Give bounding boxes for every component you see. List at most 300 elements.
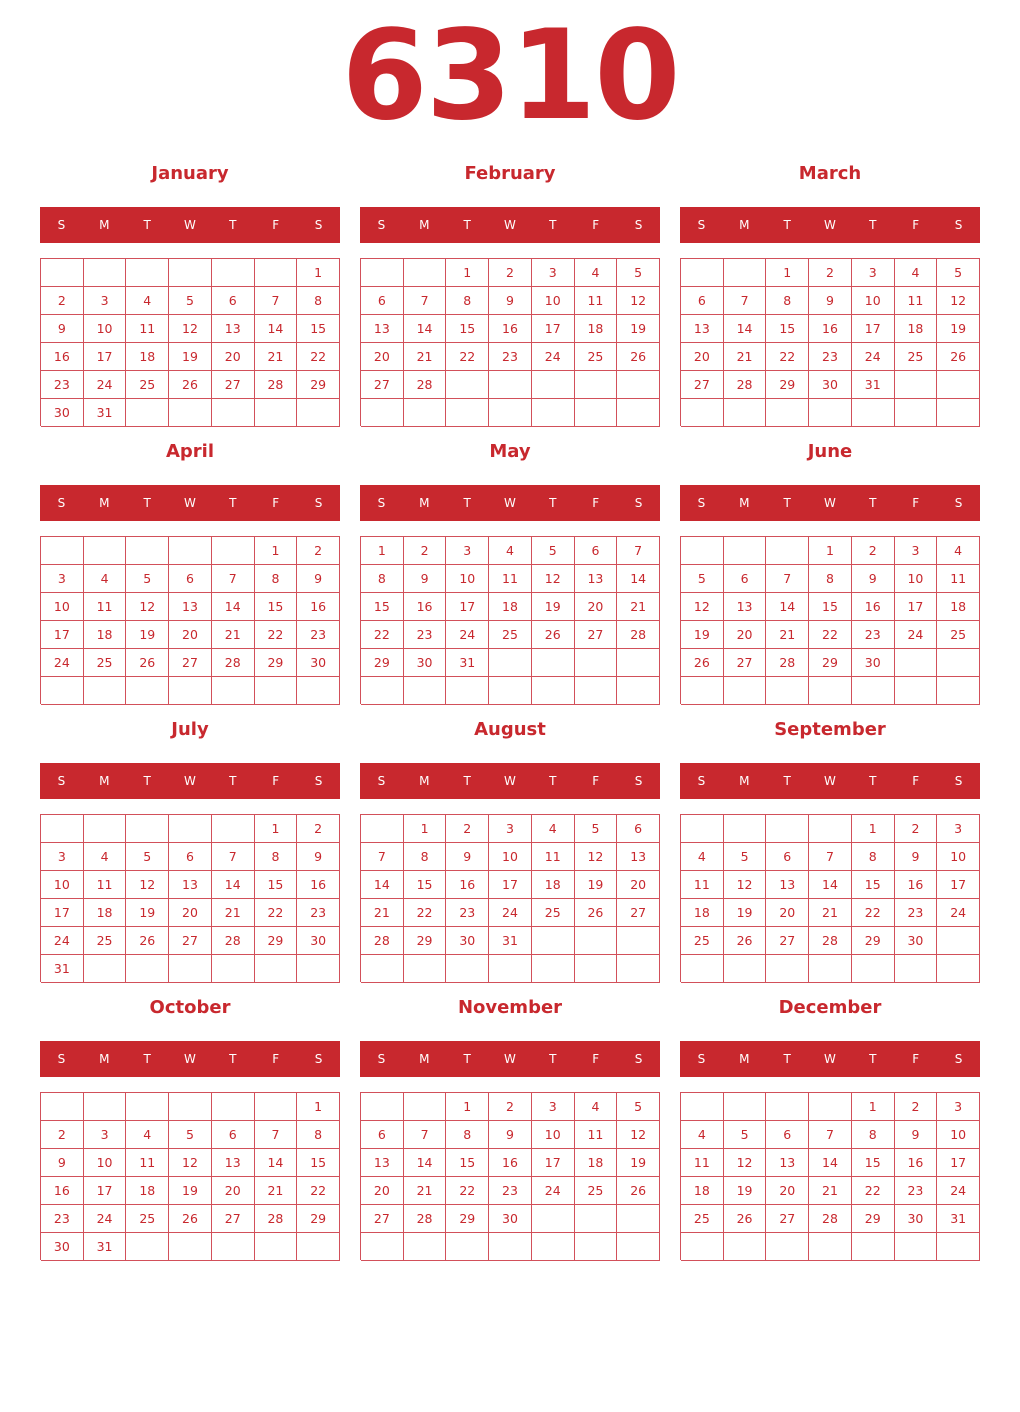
empty-day-cell — [532, 1233, 575, 1261]
empty-day-cell — [681, 259, 724, 287]
day-cell: 24 — [937, 1177, 980, 1205]
day-cell: 16 — [809, 315, 852, 343]
weekday-label: S — [314, 218, 323, 232]
empty-day-cell — [724, 815, 767, 843]
day-cell: 16 — [489, 315, 532, 343]
empty-day-cell — [766, 677, 809, 705]
weekday-label: S — [954, 218, 963, 232]
empty-day-cell — [724, 399, 767, 427]
empty-day-cell — [532, 649, 575, 677]
day-cell: 13 — [212, 1149, 255, 1177]
empty-day-cell — [575, 649, 618, 677]
day-grid — [680, 258, 980, 426]
empty-day-cell — [809, 677, 852, 705]
weekday-label: F — [592, 774, 600, 788]
weekday-label: T — [869, 774, 877, 788]
day-cell: 30 — [297, 649, 340, 677]
empty-day-cell — [126, 399, 169, 427]
weekday-label: F — [272, 496, 280, 510]
day-cell: 22 — [852, 899, 895, 927]
day-cell: 23 — [852, 621, 895, 649]
weekday-header — [360, 763, 660, 799]
weekday-label: W — [184, 496, 196, 510]
day-cell: 18 — [681, 1177, 724, 1205]
weekday-label: S — [634, 774, 643, 788]
day-cell: 4 — [84, 565, 127, 593]
empty-day-cell — [169, 677, 212, 705]
day-cell: 25 — [937, 621, 980, 649]
day-cell: 25 — [575, 1177, 618, 1205]
day-cell: 14 — [724, 315, 767, 343]
empty-day-cell — [766, 1233, 809, 1261]
weekday-label: F — [592, 496, 600, 510]
day-cell: 9 — [852, 565, 895, 593]
day-cell: 5 — [169, 1121, 212, 1149]
day-cell: 11 — [489, 565, 532, 593]
day-cell: 12 — [126, 593, 169, 621]
day-cell: 3 — [895, 537, 938, 565]
day-cell: 14 — [617, 565, 660, 593]
day-cell: 20 — [575, 593, 618, 621]
day-cell: 17 — [41, 621, 84, 649]
day-cell: 6 — [169, 843, 212, 871]
year-title: 6310 — [341, 4, 679, 148]
empty-day-cell — [724, 677, 767, 705]
empty-day-cell — [937, 399, 980, 427]
day-cell: 23 — [489, 343, 532, 371]
day-cell: 4 — [681, 843, 724, 871]
weekday-label: M — [739, 218, 750, 232]
weekday-label: F — [592, 1052, 600, 1066]
day-cell: 27 — [766, 927, 809, 955]
empty-day-cell — [809, 815, 852, 843]
weekday-label: S — [697, 496, 706, 510]
day-cell: 23 — [895, 1177, 938, 1205]
empty-day-cell — [724, 955, 767, 983]
empty-day-cell — [126, 259, 169, 287]
weekday-label: M — [99, 1052, 110, 1066]
day-cell: 10 — [41, 593, 84, 621]
day-cell: 5 — [617, 1093, 660, 1121]
day-cell: 6 — [681, 287, 724, 315]
weekday-label: T — [143, 218, 151, 232]
day-cell: 3 — [532, 259, 575, 287]
day-cell: 27 — [212, 371, 255, 399]
day-cell: 18 — [575, 1149, 618, 1177]
day-cell: 30 — [489, 1205, 532, 1233]
weekday-label: W — [824, 218, 836, 232]
day-cell: 18 — [575, 315, 618, 343]
day-cell: 21 — [361, 899, 404, 927]
day-cell: 9 — [297, 843, 340, 871]
day-cell: 4 — [575, 259, 618, 287]
day-cell: 16 — [489, 1149, 532, 1177]
day-cell: 11 — [126, 1149, 169, 1177]
weekday-header — [680, 763, 980, 799]
day-cell: 12 — [126, 871, 169, 899]
day-cell: 18 — [895, 315, 938, 343]
empty-day-cell — [404, 399, 447, 427]
day-cell: 2 — [446, 815, 489, 843]
day-cell: 20 — [724, 621, 767, 649]
day-cell: 28 — [212, 927, 255, 955]
day-cell: 19 — [575, 871, 618, 899]
day-cell: 21 — [809, 899, 852, 927]
month-name: August — [474, 719, 546, 740]
day-cell: 2 — [489, 1093, 532, 1121]
day-cell: 1 — [852, 815, 895, 843]
day-cell: 9 — [41, 1149, 84, 1177]
day-cell: 10 — [446, 565, 489, 593]
day-cell: 1 — [446, 1093, 489, 1121]
day-cell: 7 — [212, 565, 255, 593]
day-cell: 22 — [766, 343, 809, 371]
month-name: May — [489, 441, 531, 462]
day-grid — [40, 814, 340, 982]
day-cell: 7 — [809, 1121, 852, 1149]
day-cell: 10 — [895, 565, 938, 593]
empty-day-cell — [446, 399, 489, 427]
day-cell: 7 — [212, 843, 255, 871]
empty-day-cell — [212, 537, 255, 565]
day-cell: 28 — [617, 621, 660, 649]
empty-day-cell — [852, 1233, 895, 1261]
empty-day-cell — [681, 1233, 724, 1261]
day-cell: 14 — [212, 593, 255, 621]
day-cell: 26 — [126, 649, 169, 677]
day-cell: 3 — [532, 1093, 575, 1121]
day-cell: 4 — [532, 815, 575, 843]
day-cell: 14 — [809, 1149, 852, 1177]
weekday-label: T — [549, 774, 557, 788]
day-cell: 22 — [446, 1177, 489, 1205]
empty-day-cell — [617, 677, 660, 705]
day-cell: 2 — [297, 815, 340, 843]
day-cell: 1 — [766, 259, 809, 287]
empty-day-cell — [532, 677, 575, 705]
day-cell: 8 — [852, 843, 895, 871]
weekday-label: S — [954, 774, 963, 788]
day-cell: 19 — [724, 1177, 767, 1205]
empty-day-cell — [361, 677, 404, 705]
day-cell: 26 — [617, 343, 660, 371]
day-cell: 15 — [809, 593, 852, 621]
empty-day-cell — [617, 649, 660, 677]
day-cell: 11 — [84, 871, 127, 899]
day-cell: 2 — [852, 537, 895, 565]
day-cell: 17 — [446, 593, 489, 621]
empty-day-cell — [681, 955, 724, 983]
day-cell: 20 — [766, 899, 809, 927]
empty-day-cell — [169, 259, 212, 287]
day-cell: 13 — [766, 1149, 809, 1177]
weekday-label: T — [143, 774, 151, 788]
empty-day-cell — [724, 537, 767, 565]
day-cell: 24 — [937, 899, 980, 927]
weekday-label: S — [314, 496, 323, 510]
day-cell: 25 — [84, 649, 127, 677]
day-cell: 2 — [41, 1121, 84, 1149]
day-cell: 13 — [575, 565, 618, 593]
empty-day-cell — [361, 955, 404, 983]
day-cell: 17 — [937, 871, 980, 899]
empty-day-cell — [255, 259, 298, 287]
day-cell: 26 — [724, 1205, 767, 1233]
day-cell: 24 — [895, 621, 938, 649]
empty-day-cell — [681, 537, 724, 565]
day-cell: 2 — [809, 259, 852, 287]
empty-day-cell — [361, 815, 404, 843]
day-cell: 7 — [809, 843, 852, 871]
day-cell: 12 — [169, 315, 212, 343]
day-cell: 5 — [532, 537, 575, 565]
day-cell: 12 — [937, 287, 980, 315]
day-cell: 10 — [532, 1121, 575, 1149]
day-cell: 22 — [446, 343, 489, 371]
day-cell: 18 — [489, 593, 532, 621]
day-cell: 28 — [809, 927, 852, 955]
empty-day-cell — [575, 1205, 618, 1233]
empty-day-cell — [895, 371, 938, 399]
day-grid — [680, 536, 980, 704]
day-cell: 11 — [937, 565, 980, 593]
weekday-label: T — [783, 774, 791, 788]
day-cell: 16 — [895, 1149, 938, 1177]
empty-day-cell — [41, 1093, 84, 1121]
weekday-label: W — [184, 1052, 196, 1066]
empty-day-cell — [617, 955, 660, 983]
day-grid — [360, 258, 660, 426]
empty-day-cell — [404, 1233, 447, 1261]
day-cell: 15 — [361, 593, 404, 621]
day-cell: 29 — [809, 649, 852, 677]
day-cell: 17 — [532, 315, 575, 343]
day-cell: 11 — [681, 1149, 724, 1177]
day-cell: 21 — [255, 1177, 298, 1205]
empty-day-cell — [895, 1233, 938, 1261]
day-cell: 7 — [766, 565, 809, 593]
weekday-label: W — [184, 774, 196, 788]
weekday-label: F — [912, 496, 920, 510]
weekday-label: M — [419, 1052, 430, 1066]
day-cell: 26 — [724, 927, 767, 955]
weekday-label: T — [463, 218, 471, 232]
day-cell: 1 — [361, 537, 404, 565]
day-cell: 7 — [361, 843, 404, 871]
empty-day-cell — [809, 1233, 852, 1261]
empty-day-cell — [489, 1233, 532, 1261]
day-cell: 11 — [575, 287, 618, 315]
day-cell: 24 — [852, 343, 895, 371]
empty-day-cell — [766, 399, 809, 427]
weekday-label: S — [57, 774, 66, 788]
empty-day-cell — [809, 955, 852, 983]
day-cell: 28 — [766, 649, 809, 677]
month-name: February — [464, 163, 556, 184]
day-cell: 3 — [41, 843, 84, 871]
day-cell: 8 — [361, 565, 404, 593]
day-cell: 27 — [575, 621, 618, 649]
day-cell: 12 — [575, 843, 618, 871]
weekday-label: W — [504, 1052, 516, 1066]
weekday-label: S — [314, 774, 323, 788]
empty-day-cell — [809, 1093, 852, 1121]
day-cell: 9 — [404, 565, 447, 593]
weekday-label: M — [739, 1052, 750, 1066]
day-cell: 8 — [255, 843, 298, 871]
weekday-label: F — [592, 218, 600, 232]
day-cell: 1 — [255, 537, 298, 565]
empty-day-cell — [212, 1233, 255, 1261]
day-cell: 20 — [212, 1177, 255, 1205]
empty-day-cell — [404, 955, 447, 983]
day-cell: 19 — [169, 1177, 212, 1205]
day-cell: 19 — [681, 621, 724, 649]
day-cell: 10 — [937, 843, 980, 871]
empty-day-cell — [297, 955, 340, 983]
day-cell: 11 — [681, 871, 724, 899]
day-cell: 6 — [575, 537, 618, 565]
empty-day-cell — [575, 927, 618, 955]
weekday-label: F — [912, 1052, 920, 1066]
empty-day-cell — [681, 815, 724, 843]
day-cell: 27 — [766, 1205, 809, 1233]
weekday-label: T — [783, 218, 791, 232]
day-cell: 27 — [681, 371, 724, 399]
empty-day-cell — [895, 399, 938, 427]
day-cell: 13 — [169, 593, 212, 621]
day-cell: 2 — [404, 537, 447, 565]
empty-day-cell — [169, 955, 212, 983]
empty-day-cell — [532, 927, 575, 955]
day-cell: 21 — [404, 343, 447, 371]
day-cell: 8 — [852, 1121, 895, 1149]
empty-day-cell — [724, 1233, 767, 1261]
empty-day-cell — [169, 1093, 212, 1121]
day-cell: 23 — [297, 899, 340, 927]
day-cell: 26 — [169, 1205, 212, 1233]
month-name: September — [774, 719, 886, 740]
day-cell: 1 — [404, 815, 447, 843]
empty-day-cell — [212, 815, 255, 843]
day-cell: 8 — [809, 565, 852, 593]
empty-day-cell — [255, 1093, 298, 1121]
weekday-header — [680, 1041, 980, 1077]
day-cell: 25 — [895, 343, 938, 371]
day-cell: 11 — [126, 315, 169, 343]
day-cell: 19 — [169, 343, 212, 371]
day-cell: 26 — [617, 1177, 660, 1205]
day-cell: 26 — [937, 343, 980, 371]
weekday-header — [360, 1041, 660, 1077]
day-cell: 31 — [489, 927, 532, 955]
day-cell: 6 — [766, 843, 809, 871]
empty-day-cell — [84, 677, 127, 705]
day-cell: 29 — [297, 1205, 340, 1233]
day-cell: 8 — [255, 565, 298, 593]
day-cell: 17 — [84, 1177, 127, 1205]
day-cell: 30 — [895, 1205, 938, 1233]
weekday-label: W — [184, 218, 196, 232]
day-cell: 22 — [297, 343, 340, 371]
day-cell: 16 — [297, 871, 340, 899]
day-cell: 9 — [297, 565, 340, 593]
empty-day-cell — [255, 1233, 298, 1261]
empty-day-cell — [446, 955, 489, 983]
weekday-label: S — [634, 218, 643, 232]
day-cell: 7 — [404, 1121, 447, 1149]
day-cell: 18 — [937, 593, 980, 621]
day-cell: 19 — [617, 315, 660, 343]
empty-day-cell — [489, 955, 532, 983]
day-cell: 31 — [84, 399, 127, 427]
day-cell: 30 — [895, 927, 938, 955]
empty-day-cell — [937, 927, 980, 955]
weekday-label: S — [697, 1052, 706, 1066]
empty-day-cell — [852, 677, 895, 705]
day-cell: 22 — [361, 621, 404, 649]
day-cell: 4 — [489, 537, 532, 565]
empty-day-cell — [169, 537, 212, 565]
empty-day-cell — [212, 259, 255, 287]
day-grid — [360, 536, 660, 704]
empty-day-cell — [937, 1233, 980, 1261]
day-cell: 20 — [169, 621, 212, 649]
empty-day-cell — [41, 259, 84, 287]
day-cell: 18 — [681, 899, 724, 927]
day-cell: 23 — [297, 621, 340, 649]
day-cell: 20 — [681, 343, 724, 371]
empty-day-cell — [766, 815, 809, 843]
weekday-label: T — [869, 1052, 877, 1066]
weekday-label: T — [143, 496, 151, 510]
empty-day-cell — [212, 955, 255, 983]
weekday-label: S — [634, 496, 643, 510]
day-cell: 18 — [126, 1177, 169, 1205]
empty-day-cell — [84, 815, 127, 843]
day-cell: 12 — [169, 1149, 212, 1177]
day-cell: 14 — [404, 1149, 447, 1177]
empty-day-cell — [895, 649, 938, 677]
empty-day-cell — [489, 371, 532, 399]
empty-day-cell — [126, 1233, 169, 1261]
day-cell: 15 — [255, 593, 298, 621]
day-cell: 6 — [361, 287, 404, 315]
day-cell: 9 — [895, 843, 938, 871]
day-cell: 6 — [617, 815, 660, 843]
day-cell: 30 — [297, 927, 340, 955]
empty-day-cell — [532, 955, 575, 983]
weekday-label: S — [57, 1052, 66, 1066]
day-cell: 15 — [446, 1149, 489, 1177]
day-cell: 22 — [255, 621, 298, 649]
weekday-label: S — [954, 1052, 963, 1066]
day-cell: 9 — [489, 287, 532, 315]
day-cell: 14 — [404, 315, 447, 343]
day-cell: 29 — [766, 371, 809, 399]
day-cell: 3 — [489, 815, 532, 843]
day-cell: 15 — [297, 315, 340, 343]
empty-day-cell — [361, 1093, 404, 1121]
empty-day-cell — [297, 399, 340, 427]
day-grid — [680, 814, 980, 982]
empty-day-cell — [766, 1093, 809, 1121]
day-cell: 8 — [297, 287, 340, 315]
weekday-label: S — [377, 774, 386, 788]
day-cell: 28 — [809, 1205, 852, 1233]
day-cell: 7 — [255, 1121, 298, 1149]
day-cell: 30 — [852, 649, 895, 677]
